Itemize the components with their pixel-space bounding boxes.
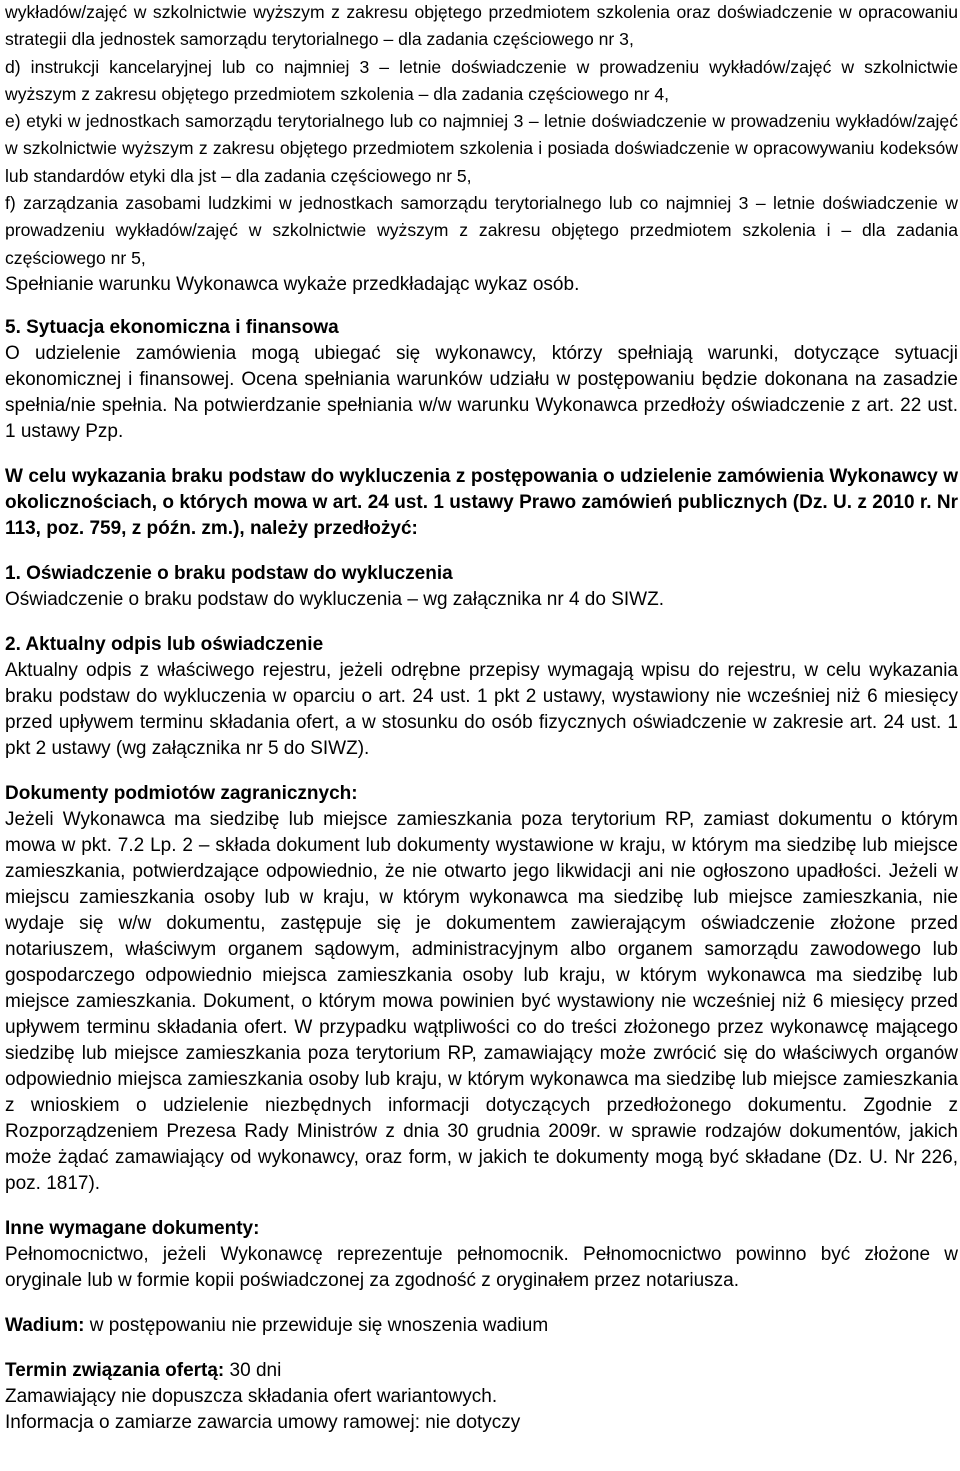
criterion-f: f) zarządzania zasobami ludzkimi w jednostkach samorządu terytorialnego lub co najmniej 3 – letnie doświadczenie w prowadzeniu wykładów/zajęć w szkolnictwie wyższym z zakresu objętego przedmiotem szkolenia i – dla zadania częściowego nr 5, [5,193,958,268]
criterion-d-continuation: wykładów/zajęć w szkolnictwie wyższym z zakresu objętego przedmiotem szkolenia oraz doświadczenie w opracowaniu strategii dla jednostek samorządu terytorialnego – dla zadania częściowego nr 3, [5,2,958,50]
document-page [5,0,958,1436]
wadium-value: w postępowaniu nie przewiduje się wnoszenia wadium [84,1314,549,1336]
item2-heading: 2. Aktualny odpis lub oświadczenie [5,633,324,655]
item1-heading: 1. Oświadczenie o braku podstaw do wykluczenia [5,562,453,584]
termin-value: 30 dni [224,1359,282,1381]
wadium-line [5,1313,958,1339]
other-docs-heading: Inne wymagane dokumenty: [5,1217,260,1239]
foreign-docs-body: Jeżeli Wykonawca ma siedzibę lub miejsce zamieszkania poza terytorium RP, zamiast dokumentu o którym mowa w pkt. 7.2 Lp. 2 – składa dokument lub dokumenty wystawione w kraju, w którym ma siedzibę lub miejsce zamieszkania, potwierdzające odpowiednio, że nie otwarto jego likwidacji ani nie ogłoszono upadłości. Jeżeli w miejscu zamieszkania osoby lub w kraju, w którym wykonawca ma siedzibę lub miejsce zamieszkania, nie wydaje się w/w dokumentu, zastępuje się je dokumentem zawierającym oświadczenie złożone przed notariuszem, właściwym organem sądowym, administracyjnym albo organem samorządu zawodowego lub gospodarczego odpowiednio miejsca zamieszkania osoby lub kraju, w którym wykonawca ma siedzibę lub miejsce zamieszkania. Dokument, o którym mowa powinien być wystawiony nie wcześniej niż 6 miesięcy przed upływem terminu składania ofert. W przypadku wątpliwości co do treści złożonego przez wykonawcę mającego siedzibę lub miejsce zamieszkania poza terytorium RP, zamawiający może zwrócić się do właściwych organów odpowiednio miejsca zamieszkania osoby lub kraju, w którym wykonawca ma siedzibę lub miejsce zamieszkania z wnioskiem o udzielenie niezbędnych informacji dotyczących przedłożonego dokumentu. Zgodnie z Rozporządzeniem Prezesa Rady Ministrów z dnia 30 grudnia 2009r. w sprawie rodzajów dokumentów, jakich może żądać zamawiający od wykonawcy, oraz form, w jakich te dokumenty mogą być składane (Dz. U. Nr 226, poz. 1817). [5,808,958,1194]
framework-note: Informacja o zamiarze zawarcia umowy ramowej: nie dotyczy [5,1411,521,1433]
criterion-e: e) etyki w jednostkach samorządu terytorialnego lub co najmniej 3 – letnie doświadczenie w prowadzeniu wykładów/zajęć w szkolnictwie wyższym z zakresu objętego przedmiotem szkolenia i posiada doświadczenie w opracowywaniu kodeksów lub standardów etyki dla jst – dla zadania częściowego nr 5, [5,111,958,186]
foreign-docs-heading: Dokumenty podmiotów zagranicznych: [5,782,358,804]
other-docs-body: Pełnomocnictwo, jeżeli Wykonawcę reprezentuje pełnomocnik. Pełnomocnictwo powinno być złożone w oryginale lub w formie kopii poświadczonej za zgodność z oryginałem przez notariusza. [5,1243,958,1291]
fulfilment-note: Spełnianie warunku Wykonawca wykaże przedkładając wykaz osób. [5,273,580,295]
section5-heading: 5. Sytuacja ekonomiczna i finansowa [5,316,339,338]
section5-body: O udzielenie zamówienia mogą ubiegać się wykonawcy, którzy spełniają warunki, dotyczące sytuacji ekonomicznej i finansowej. Ocena spełniania warunków udziału w postępowaniu będzie dokonana na zasadzie spełnia/nie spełnia. Na potwierdzanie spełniania w/w warunku Wykonawca przedłoży oświadczenie z art. 22 ust. 1 ustawy Pzp. [5,342,958,442]
termin-line [5,1358,958,1384]
variants-note: Zamawiający nie dopuszcza składania ofert wariantowych. [5,1385,498,1407]
wadium-label: Wadium: [5,1314,85,1336]
termin-label: Termin związania ofertą: [5,1359,225,1381]
item1-body: Oświadczenie o braku podstaw do wykluczenia – wg załącznika nr 4 do SIWZ. [5,588,664,610]
item2-body: Aktualny odpis z właściwego rejestru, jeżeli odrębne przepisy wymagają wpisu do rejestru, w celu wykazania braku podstaw do wykluczenia w oparciu o art. 24 ust. 1 pkt 2 ustawy, wystawiony nie wcześniej niż 6 miesięcy przed upływem terminu składania ofert, a w stosunku do osób fizycznych oświadczenie w zakresie art. 24 ust. 1 pkt 2 ustawy (wg załącznika nr 5 do SIWZ). [5,659,958,759]
criterion-d: d) instrukcji kancelaryjnej lub co najmniej 3 – letnie doświadczenie w prowadzeniu wykładów/zajęć w szkolnictwie wyższym z zakresu objętego przedmiotem szkolenia – dla zadania częściowego nr 4, [5,56,958,104]
exclusion-heading: W celu wykazania braku podstaw do wykluczenia z postępowania o udzielenie zamówienia Wykonawcy w okolicznościach, o których mowa w art. 24 ust. 1 ustawy Prawo zamówień publicznych (Dz. U. z 2010 r. Nr 113, poz. 759, z późn. zm.), należy przedłożyć: [5,465,958,539]
